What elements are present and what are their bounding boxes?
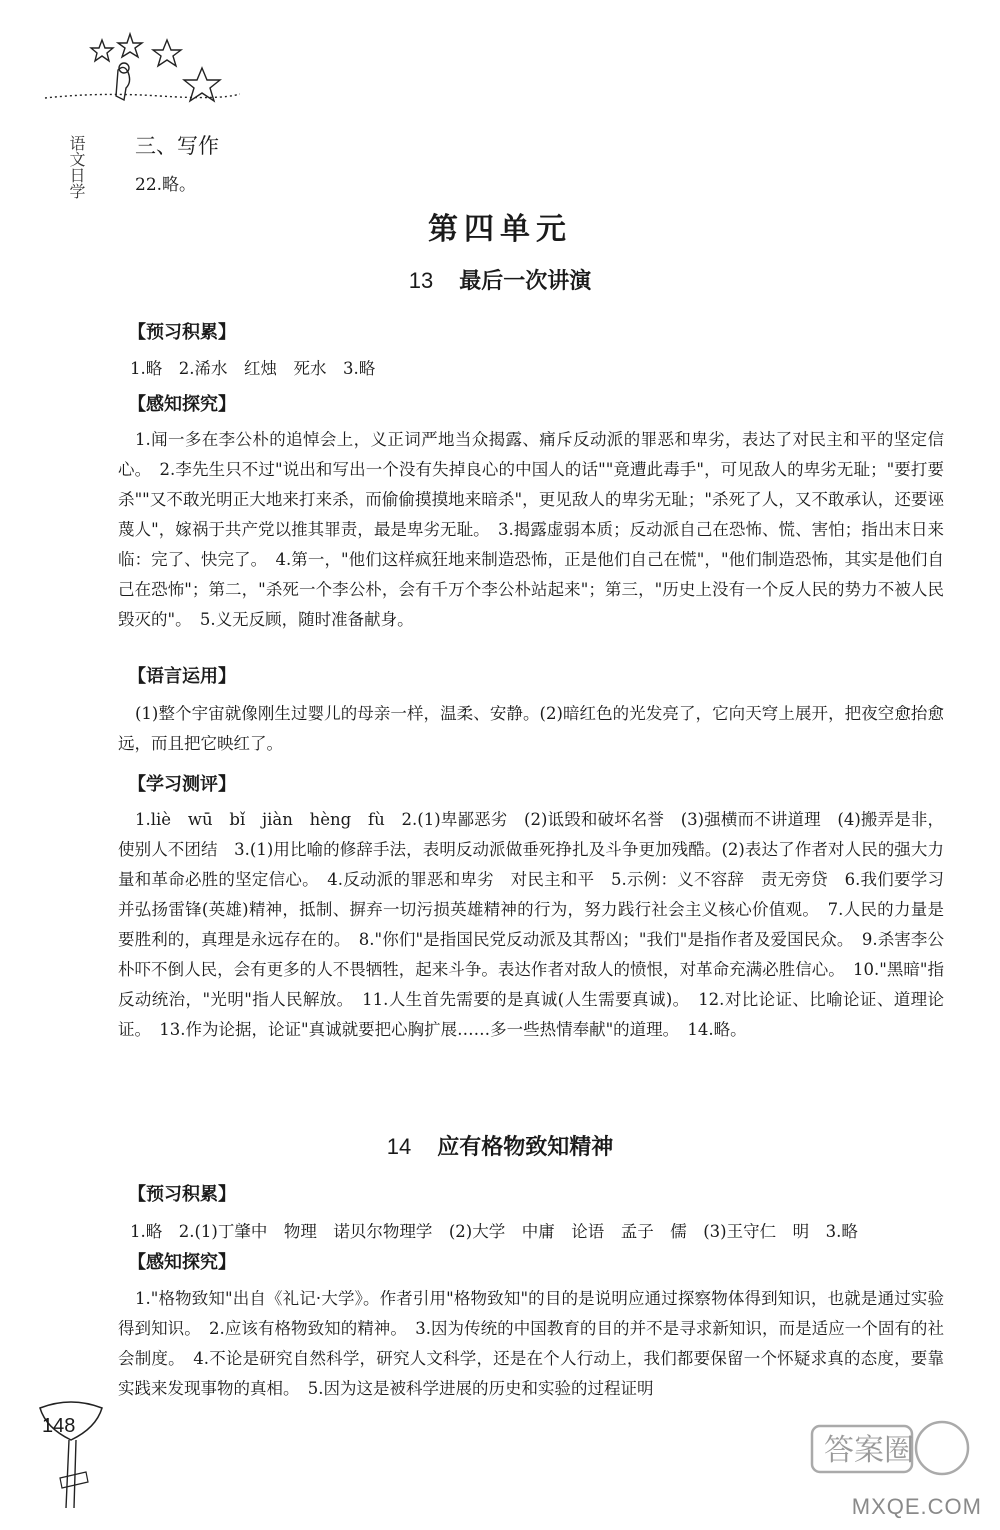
label-test: 【学习测评】 [128,774,236,795]
label-explore: 【感知探究】 [128,394,236,415]
test-answers: 1.liè wū bǐ jiàn hèng fù 2.(1)卑鄙恶劣 (2)诋毁和破坏名誉 (3)强横而不讲道理 (4)搬弄是非，使别人不团结 3.(1)用比喻的修辞手法，表明反动派做垂死挣扎及斗争更加残酷。(2)表达了作者对人民的强大力量和革命必胜的坚定信心。 4.反动派的罪恶和卑劣 对民主和平 5.示例：义不容辞 责无旁贷 6.我们要学习并弘扬雷锋(英雄)精神，抵制、摒弃一切污损英雄精神的行为，努力践行社会主义核心价值观。 7.人民的力量是要胜利的，真理是永远存在的。 8."你们"是指国民党反动派及其帮凶；"我们"是指作者及爱国民众。 9.杀害李公朴吓不倒人民，会有更多的人不畏牺牲，起来斗争。表达作者对敌人的愤恨，对革命充满必胜信心。 10."黑暗"指反动统治，"光明"指人民解放。 11.人生首先需要的是真诚(人生需要真诚)。 12.对比论证、比喻论证、道理论证。 13.作为论据，论证"真诚就要把心胸扩展……多一些热情奉献"的道理。 14.略。 [118,810,944,1039]
preview-answers: 1.略 2.(1)丁肇中 物理 诺贝尔物理学 (2)大学 中庸 论语 孟子 儒 (3)王守仁 明 3.略 [130,1222,858,1241]
lesson-13-heading [0,264,1000,295]
explore-answers: 1."格物致知"出自《礼记·大学》。作者引用"格物致知"的目的是说明应通过探察物体得到知识，也就是通过实验得到知识。 2.应该有格物致知的精神。 3.因为传统的中国教育的目的并不是寻求新知识，而是适应一个固有的社会制度。 4.不论是研究自然科学，研究人文科学，还是在个人行动上，我们都要保留一个怀疑求真的态度，要靠实践来发现事物的真相。 5.因为这是被科学进展的历史和实验的过程证明 [118,1289,944,1398]
preview-answers: 1.略 2.浠水 红烛 死水 3.略 [130,359,376,378]
language-answers: (1)整个宇宙就像刚生过婴儿的母亲一样，温柔、安静。(2)暗红色的光发亮了，它向天穹上展开，把夜空愈抬愈远，而且把它映红了。 [118,704,944,753]
watermark-cn: 答案圈 [824,1433,914,1468]
explore-answers: 1.闻一多在李公朴的追悼会上，义正词严地当众揭露、痛斥反动派的罪恶和卑劣，表达了对民主和平的坚定信心。 2.李先生只不过"说出和写出一个没有失掉良心的中国人的话""竟遭此毒手"，可见敌人的卑劣无耻；"要打要杀""又不敢光明正大地来打来杀，而偷偷摸摸地来暗杀"，更见敌人的卑劣无耻；"杀死了人，又不敢承认，还要诬蔑人"，嫁祸于共产党以推其罪责，最是卑劣无耻。 3.揭露虚弱本质；反动派自己在恐怖、慌、害怕；指出末日来临：完了、快完了。 4.第一，"他们这样疯狂地来制造恐怖，正是他们自己在慌"，"他们制造恐怖，其实是他们自己在恐怖"；第二，"杀死一个李公朴，会有千万个李公朴站起来"；第三，"历史上没有一个反人民的势力不被人民毁灭的"。 5.义无反顾，随时准备献身。 [118,430,944,629]
label-language: 【语言运用】 [128,666,236,687]
lesson-title: 最后一次讲演 [459,268,592,294]
lesson-title: 应有格物致知精神 [437,1134,614,1160]
stars-illustration [40,30,240,140]
star-icon [91,40,113,61]
label-preview: 【预习积累】 [128,322,236,343]
section-heading-writing: 三、写作 [135,134,219,158]
page-number: 148 [42,1415,76,1437]
vertical-side-mark: 语文日学 [67,135,86,199]
star-icon [118,34,142,57]
lesson-number: 13 [408,268,434,293]
star-icon [184,68,220,101]
answer-22: 22.略。 [135,175,197,195]
lesson-number: 14 [386,1134,412,1159]
star-icon [153,40,181,66]
watermark-text: MXQE.COM [851,1494,982,1519]
label-preview: 【预习积累】 [128,1184,236,1205]
unit-title: 第四单元 [428,212,572,247]
label-explore: 【感知探究】 [128,1252,236,1273]
lesson-14-heading [0,1130,1000,1161]
